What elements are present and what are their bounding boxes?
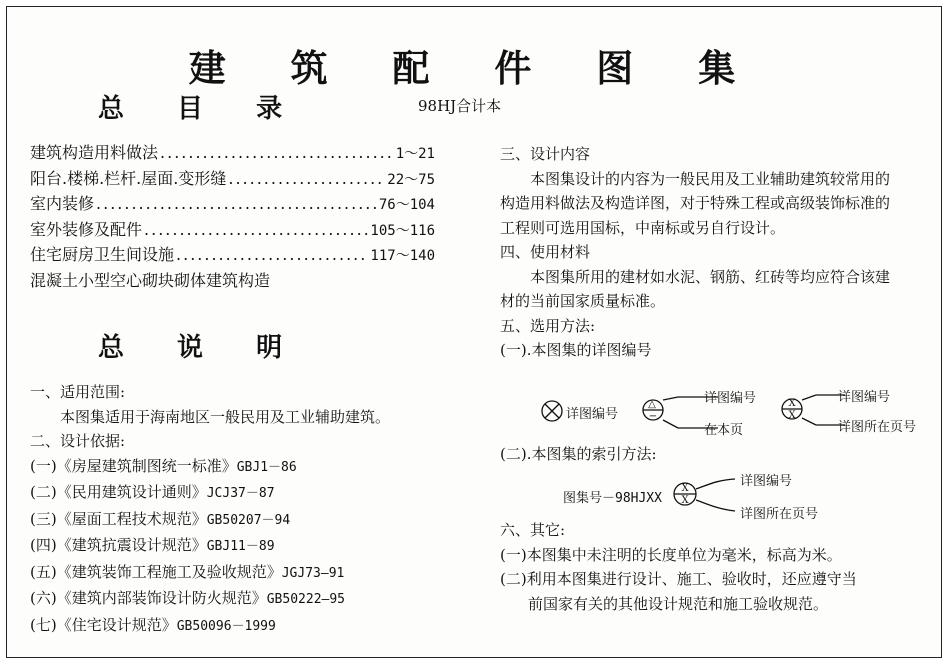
symbol-mark: X <box>788 410 796 421</box>
section-title: 一、适用范围: <box>30 383 126 401</box>
reference-item: (五)《建筑装饰工程施工及验收规范》JGJ73—91 <box>30 562 345 581</box>
symbol3-top-label: 详图编号 <box>838 390 891 405</box>
reference-item: (三)《屋面工程技术规范》GB50207－94 <box>30 509 291 528</box>
reference-item: (四)《建筑抗震设计规范》GBJ11－89 <box>30 536 275 554</box>
reference-item: (二)《民用建筑设计通则》JCJ37－87 <box>30 483 275 501</box>
symbol-mark: X <box>681 483 689 494</box>
section-title: 五、选用方法: <box>500 316 596 335</box>
toc-pages: 1～21 <box>395 146 435 162</box>
section-title: 六、其它: <box>500 521 566 539</box>
subsection-title: (二).本图集的索引方法: <box>500 445 657 463</box>
page-title: 建 筑 配 件 图 集 <box>188 47 762 90</box>
section-text: 材的当前国家质量标准。 <box>500 292 666 310</box>
symbol1-label: 详图编号 <box>566 407 619 422</box>
toc-pages: 117～140 <box>370 248 435 264</box>
subsection-title: (一).本图集的详图编号 <box>500 341 652 359</box>
toc-label: 住宅厨房卫生间设施 <box>30 245 175 264</box>
index-top-label: 详图编号 <box>740 474 793 489</box>
note-item-continued: 前国家有关的其他设计规范和施工验收规范。 <box>528 594 829 613</box>
symbol2-bottom-label: 在本页 <box>704 423 744 438</box>
leader-line <box>802 395 816 400</box>
index-bottom-label: 详图所在页号 <box>740 507 819 522</box>
toc-heading: 总 目 录 <box>98 94 305 124</box>
toc-label: 阳台.楼梯.栏杆.屋面.变形缝 <box>30 168 227 188</box>
section-text: 本图集所用的建材如水泥、钢筋、红砖等均应符合该建 <box>530 267 891 286</box>
reference-item: (一)《房屋建筑制图统一标准》GBJ1－86 <box>30 456 297 475</box>
leader-line <box>696 500 735 511</box>
note-item: (二)利用本图集进行设计、施工、验收时，还应遵守当 <box>500 570 857 588</box>
toc-label: 建筑构造用料做法 <box>30 143 159 162</box>
leader-line <box>663 397 678 400</box>
note-item: (一)本图集中未注明的长度单位为毫米，标高为米。 <box>500 545 842 564</box>
symbol2-top-label: 详图编号 <box>704 391 757 406</box>
symbol3-bottom-label: 详图所在页号 <box>838 420 917 435</box>
section-text: 本图集适用于海南地区一般民用及工业辅助建筑。 <box>60 407 391 426</box>
leader-line <box>696 479 735 489</box>
toc-pages: 76～104 <box>378 197 435 213</box>
section-text: 本图集设计的内容为一般民用及工业辅助建筑较常用的 <box>530 169 891 188</box>
symbol-mark: △ <box>648 399 656 410</box>
section-title: 二、设计依据: <box>30 432 126 450</box>
toc-pages: 22～75 <box>387 171 435 188</box>
symbol-mark: X <box>681 495 689 506</box>
symbol-mark: X <box>788 398 796 409</box>
section-text: 工程则可选用国标，中南标或另自行设计。 <box>500 218 786 237</box>
leader-line <box>663 420 678 428</box>
symbol-mark: − <box>648 411 658 422</box>
index-prefix: 图集号－98HJXX <box>563 491 662 506</box>
right-notes-bottom <box>500 518 920 616</box>
right-notes-index <box>500 442 920 467</box>
section-text: 构造用料做法及构造详图，对于特殊工程或高级装饰标准的 <box>500 194 891 212</box>
notes-heading: 总 说 明 <box>98 333 305 363</box>
toc-pages: 105～116 <box>370 222 435 239</box>
section-title: 三、设计内容 <box>500 145 591 163</box>
toc-label: 混凝土小型空心砌块砌体建筑构造 <box>30 270 271 290</box>
leader-line <box>802 418 816 425</box>
reference-item: (七)《住宅设计规范》GB50096－1999 <box>30 615 276 634</box>
section-title: 四、使用材料 <box>500 243 591 261</box>
toc-label: 室内装修 <box>30 194 95 213</box>
toc-label: 室外装修及配件 <box>30 219 143 239</box>
reference-item: (六)《建筑内部装饰设计防火规范》GB50222—95 <box>30 589 346 607</box>
subtitle: 98HJ合计本 <box>418 97 502 115</box>
